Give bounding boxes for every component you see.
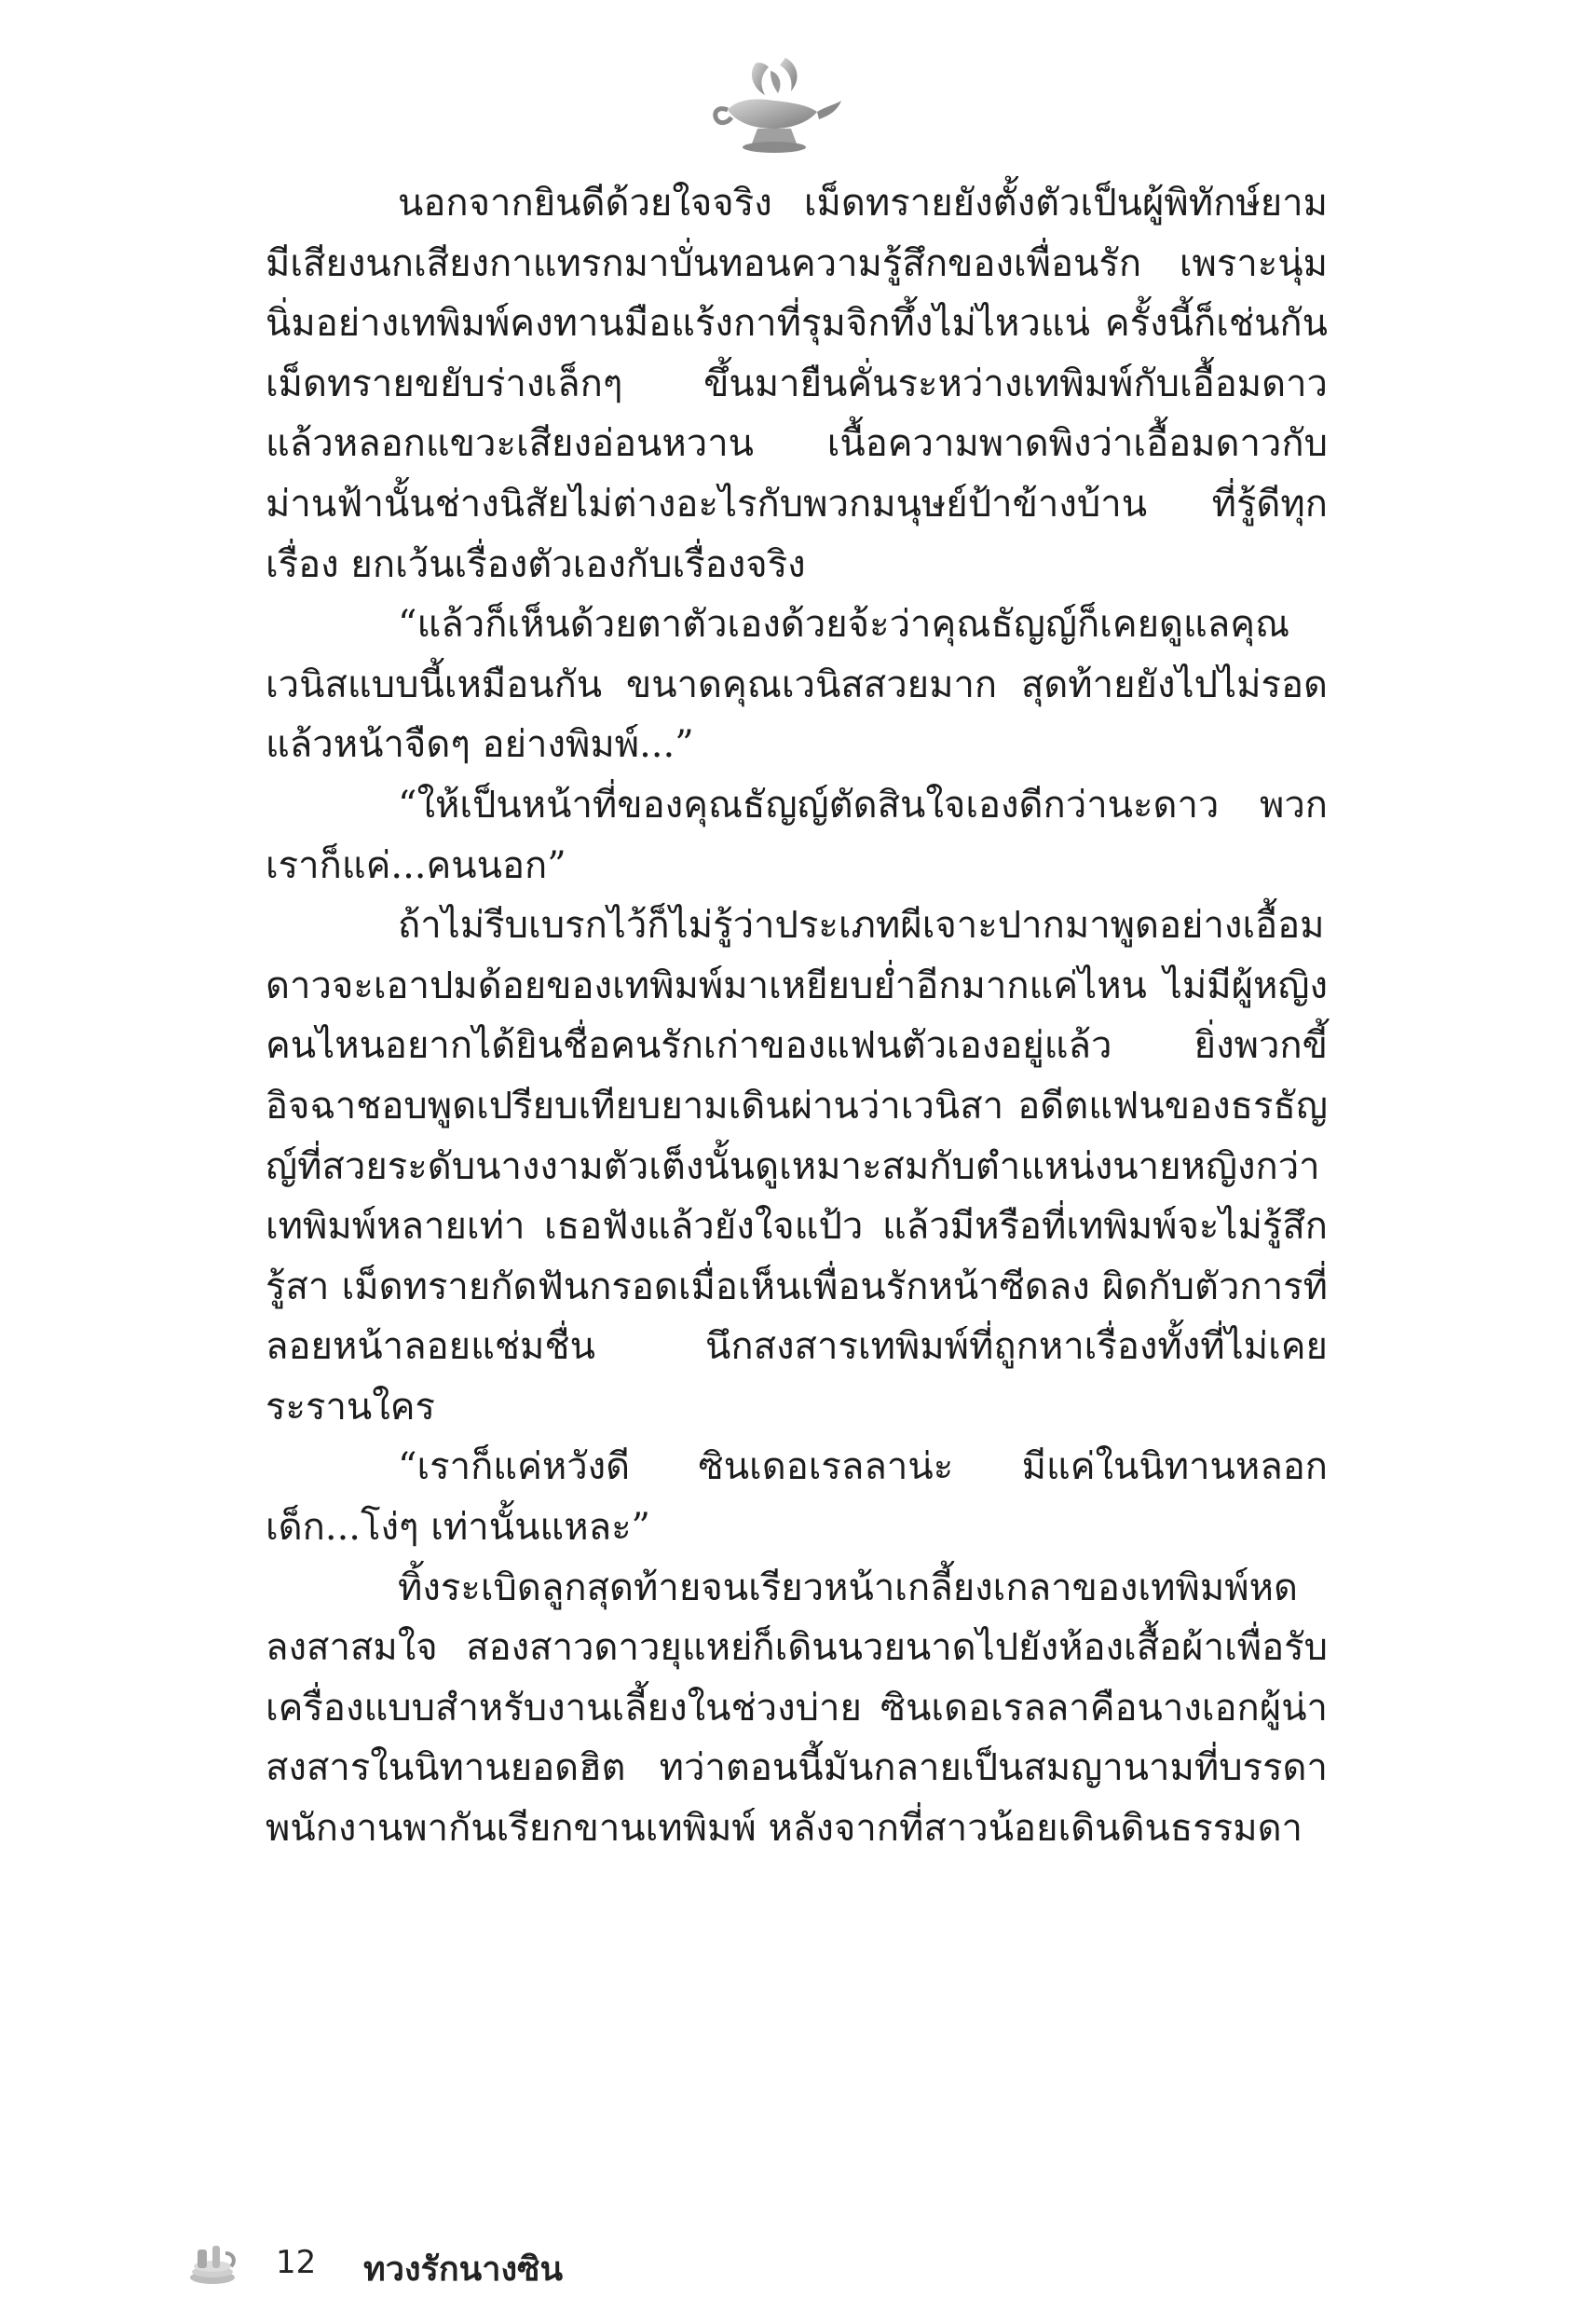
- paragraph: นอกจากยินดีด้วยใจจริง เม็ดทรายยังตั้งตัวเป็นผู้พิทักษ์ยามมีเสียงนกเสียงกาแทรกมาบั่นทอนความรู้สึกของเพื่อนรัก เพราะนุ่มนิ่มอย่างเทพิมพ์คงทานมือแร้งกาที่รุมจิกทึ้งไม่ไหวแน่ ครั้งนี้ก็เช่นกันเม็ดทรายขยับร่างเล็กๆ ขึ้นมายืนคั่นระหว่างเทพิมพ์กับเอื้อมดาว แล้วหลอกแขวะเสียงอ่อนหวาน เนื้อความพาดพิงว่าเอื้อมดาวกับม่านฟ้านั้นช่างนิสัยไม่ต่างอะไรกับพวกมนุษย์ป้าข้างบ้าน ที่รู้ดีทุกเรื่อง ยกเว้นเรื่องตัวเองกับเรื่องจริง: [266, 182, 1328, 586]
- page-footer: [184, 2236, 837, 2292]
- magic-lamp-fairy-icon: [700, 50, 849, 162]
- paragraph: “เราก็แค่หวังดี ซินเดอเรลลาน่ะ มีแค่ในนิทานหลอกเด็ก...โง่ๆ เท่านั้นแหละ”: [266, 1445, 1328, 1550]
- paragraph: “แล้วก็เห็นด้วยตาตัวเองด้วยจ้ะว่าคุณธัญญ์ก็เคยดูแลคุณเวนิสแบบนี้เหมือนกัน ขนาดคุณเวนิสสวยมาก สุดท้ายยังไปไม่รอด แล้วหน้าจืดๆ อย่างพิมพ์...”: [266, 603, 1328, 767]
- stacked-dishes-icon: [184, 2236, 244, 2292]
- book-title: ทวงรักนางซิน: [363, 2250, 564, 2289]
- paragraph: ถ้าไม่รีบเบรกไว้ก็ไม่รู้ว่าประเภทผีเจาะปากมาพูดอย่างเอื้อมดาวจะเอาปมด้อยของเทพิมพ์มาเหยียบย่ำอีกมากแค่ไหน ไม่มีผู้หญิงคนไหนอยากได้ยินชื่อคนรักเก่าของแฟนตัวเองอยู่แล้ว ยิ่งพวกขี้อิจฉาชอบพูดเปรียบเทียบยามเดินผ่านว่าเวนิสา อดีตแฟนของธรธัญญ์ที่สวยระดับนางงามตัวเต็งนั้นดูเหมาะสมกับตำแหน่งนายหญิงกว่าเทพิมพ์หลายเท่า เธอฟังแล้วยังใจแป้ว แล้วมีหรือที่เทพิมพ์จะไม่รู้สึกรู้สา เม็ดทรายกัดฟันกรอดเมื่อเห็นเพื่อนรักหน้าซีดลง ผิดกับตัวการที่ลอยหน้าลอยแช่มชื่น นึกสงสารเทพิมพ์ที่ถูกหาเรื่องทั้งที่ไม่เคยระรานใคร: [266, 904, 1328, 1429]
- body-text: [266, 173, 1328, 1859]
- page-number: 12: [276, 2244, 317, 2281]
- paragraph: ทิ้งระเบิดลูกสุดท้ายจนเรียวหน้าเกลี้ยงเกลาของเทพิมพ์หดลงสาสมใจ สองสาวดาวยุแหย่ก็เดินนวยนาดไปยังห้องเสื้อผ้าเพื่อรับเครื่องแบบสำหรับงานเลี้ยงในช่วงบ่าย ซินเดอเรลลาคือนางเอกผู้น่าสงสารในนิทานยอดฮิต ทว่าตอนนี้มันกลายเป็นสมญานามที่บรรดาพนักงานพากันเรียกขานเทพิมพ์ หลังจากที่สาวน้อยเดินดินธรรมดา: [266, 1566, 1328, 1851]
- paragraph: “ให้เป็นหน้าที่ของคุณธัญญ์ตัดสินใจเองดีกว่านะดาว พวกเราก็แค่...คนนอก”: [266, 783, 1328, 887]
